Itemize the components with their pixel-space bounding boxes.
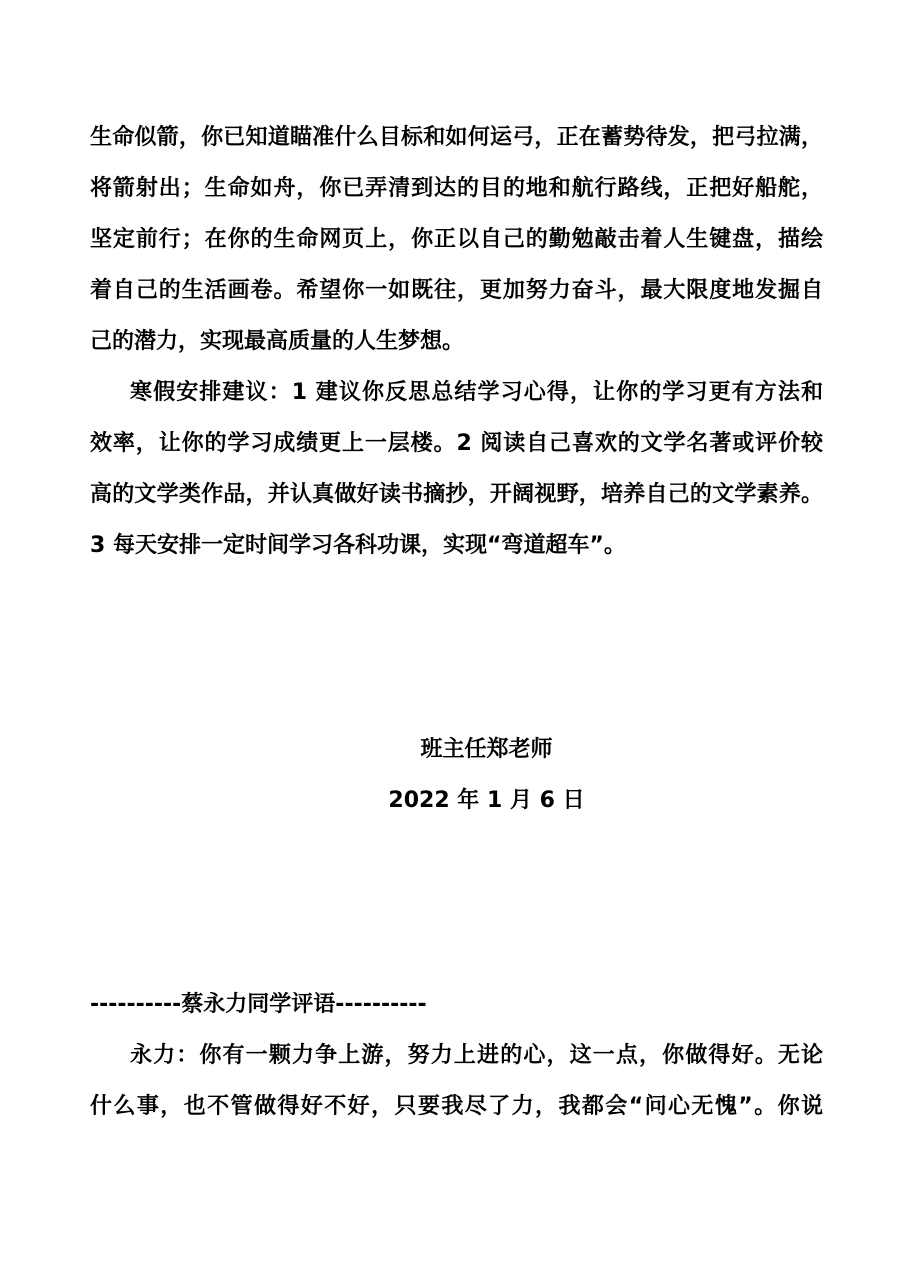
- student-comment-paragraphs: [90, 1030, 823, 1132]
- blank-space: [90, 826, 823, 979]
- text-line: 什么事，也不管做得好不好，只要我尽了力，我都会“问心无愧”。你说: [90, 1094, 823, 1119]
- text-line: 效率，让你的学习成绩更上一层楼。2 阅读自己喜欢的文学名著或评价较: [90, 431, 823, 456]
- student-comment-separator: ----------蔡永力同学评语----------: [90, 992, 427, 1017]
- text-line: 高的文学类作品，并认真做好读书摘抄，开阔视野，培养自己的文学素养。: [90, 482, 823, 507]
- text-line: 己的潜力，实现最高质量的人生梦想。: [90, 329, 465, 354]
- text-line: 寒假安排建议：1 建议你反思总结学习心得，让你的学习更有方法和: [130, 380, 823, 405]
- signature-line: 班主任郑老师: [420, 737, 553, 762]
- document-body: [90, 112, 823, 1132]
- text-line: 将箭射出；生命如舟，你已弄清到达的目的地和航行路线，正把好船舵，: [90, 176, 823, 201]
- text-line: 坚定前行；在你的生命网页上，你正以自己的勤勉敲击着人生键盘，描绘: [90, 227, 823, 252]
- text-line: 3 每天安排一定时间学习各科功课，实现“弯道超车”。: [90, 533, 626, 558]
- text-line: 永力：你有一颗力争上游，努力上进的心，这一点，你做得好。无论: [130, 1043, 823, 1068]
- blank-space: [90, 571, 823, 724]
- teacher-letter-paragraphs: [90, 112, 823, 571]
- text-line: 着自己的生活画卷。希望你一如既往，更加努力奋斗，最大限度地发掘自: [90, 278, 823, 303]
- text-line: 生命似箭，你已知道瞄准什么目标和如何运弓，正在蓄势待发，把弓拉满，: [90, 125, 823, 150]
- date-line: 2022 年 1 月 6 日: [388, 788, 585, 813]
